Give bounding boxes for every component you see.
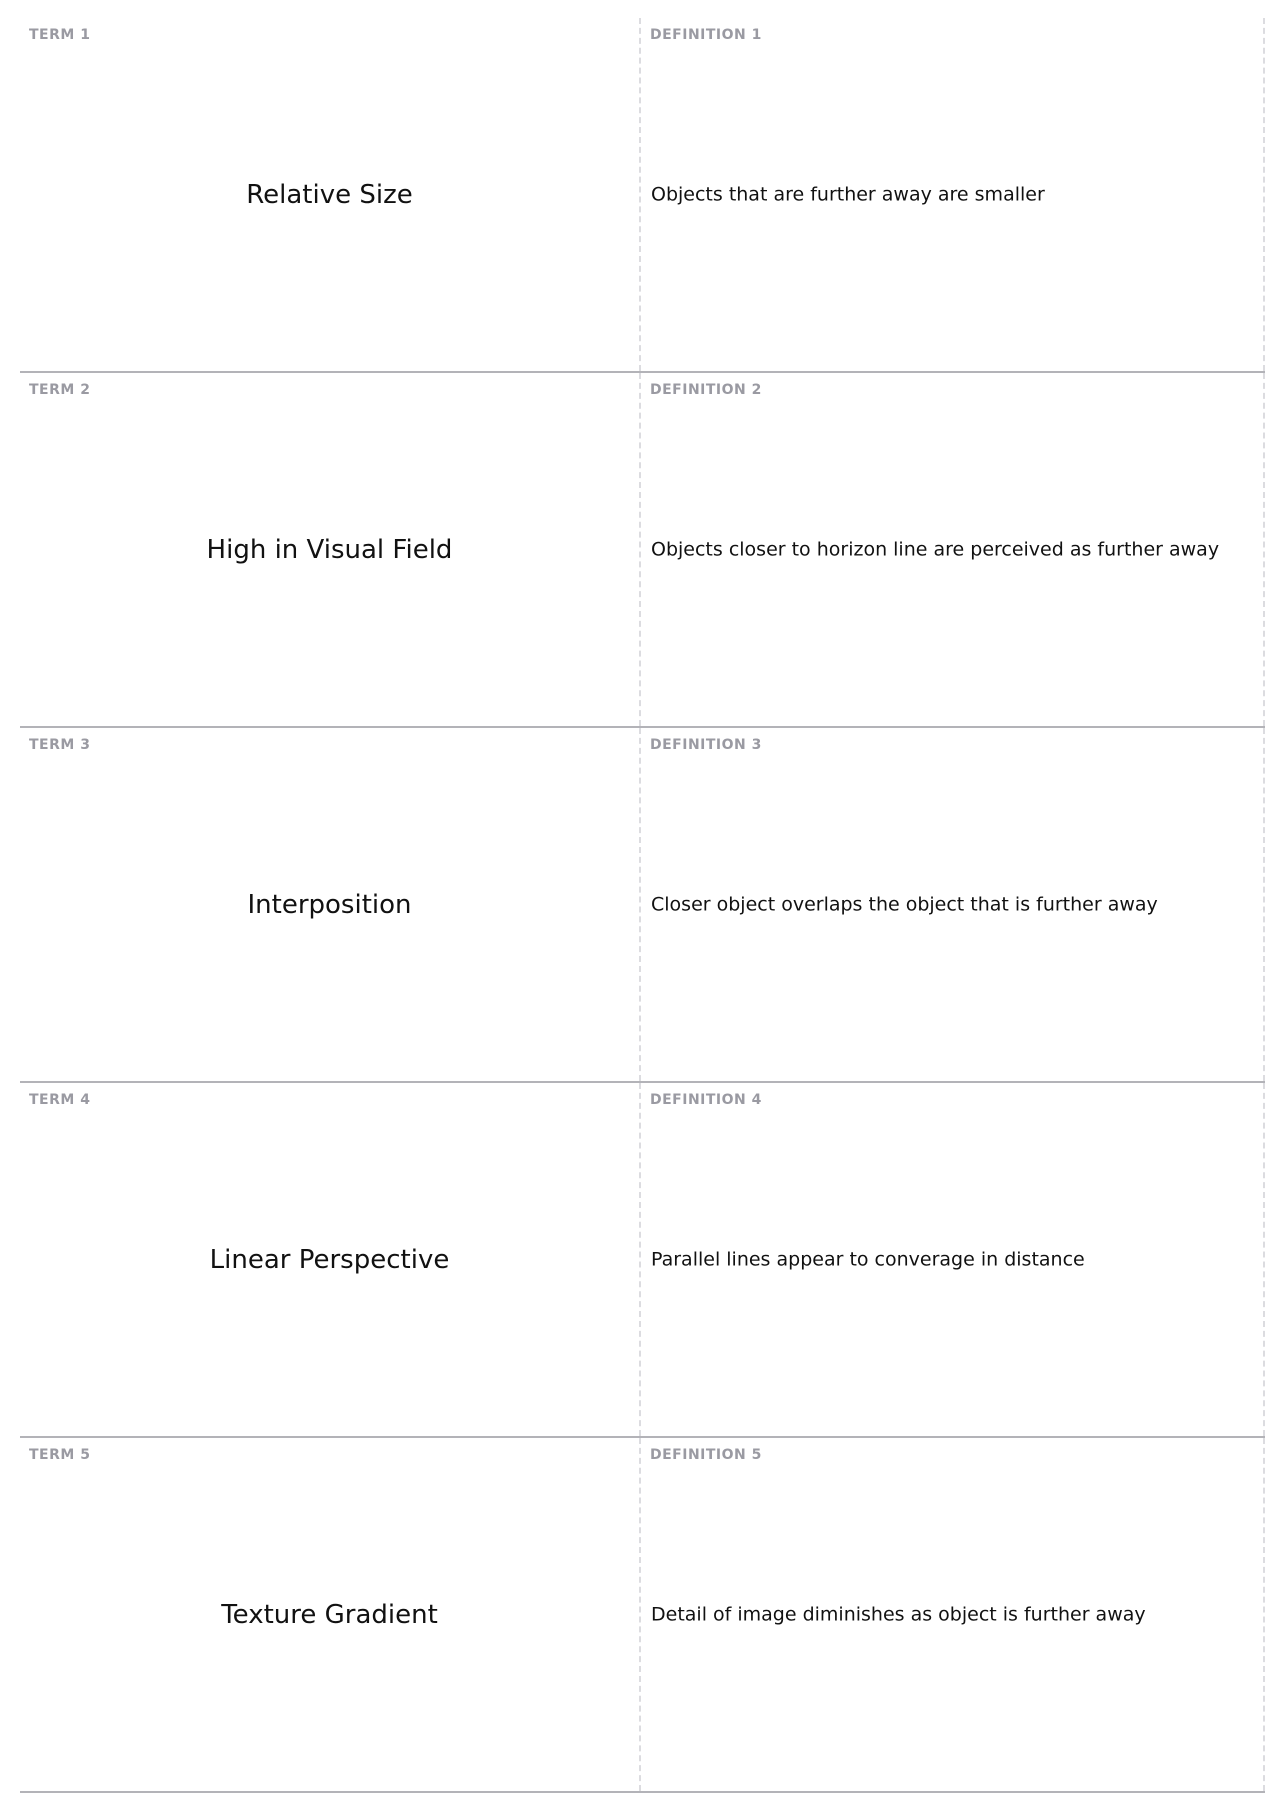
flashcard-sheet — [20, 18, 1265, 1793]
term-cell — [20, 18, 641, 371]
definition-cell — [641, 1083, 1265, 1436]
term-label: TERM 2 — [29, 382, 91, 398]
term-cell — [20, 1083, 641, 1436]
term-cell — [20, 373, 641, 726]
definition-label: DEFINITION 3 — [650, 737, 762, 753]
term-label: TERM 5 — [29, 1447, 91, 1463]
definition-text: Objects that are further away are smaller — [651, 183, 1045, 206]
flashcard-row — [20, 373, 1265, 728]
definition-label: DEFINITION 2 — [650, 382, 762, 398]
definition-text: Objects closer to horizon line are perceived as further away — [651, 538, 1220, 561]
term-text: Interposition — [247, 889, 412, 920]
term-text: Texture Gradient — [221, 1599, 438, 1630]
term-text: High in Visual Field — [206, 534, 453, 565]
definition-cell — [641, 728, 1265, 1081]
definition-cell — [641, 1438, 1265, 1791]
definition-label: DEFINITION 1 — [650, 27, 762, 43]
term-text: Relative Size — [246, 179, 413, 210]
flashcard-row — [20, 18, 1265, 373]
definition-text: Parallel lines appear to converage in distance — [651, 1248, 1085, 1271]
term-text: Linear Perspective — [209, 1244, 450, 1275]
term-label: TERM 1 — [29, 27, 91, 43]
term-cell — [20, 1438, 641, 1791]
definition-text: Detail of image diminishes as object is further away — [651, 1603, 1146, 1626]
term-label: TERM 4 — [29, 1092, 91, 1108]
definition-label: DEFINITION 4 — [650, 1092, 762, 1108]
definition-label: DEFINITION 5 — [650, 1447, 762, 1463]
definition-text: Closer object overlaps the object that is further away — [651, 893, 1158, 916]
flashcard-row — [20, 728, 1265, 1083]
definition-cell — [641, 373, 1265, 726]
term-label: TERM 3 — [29, 737, 91, 753]
flashcard-row — [20, 1438, 1265, 1793]
flashcard-row — [20, 1083, 1265, 1438]
definition-cell — [641, 18, 1265, 371]
term-cell — [20, 728, 641, 1081]
